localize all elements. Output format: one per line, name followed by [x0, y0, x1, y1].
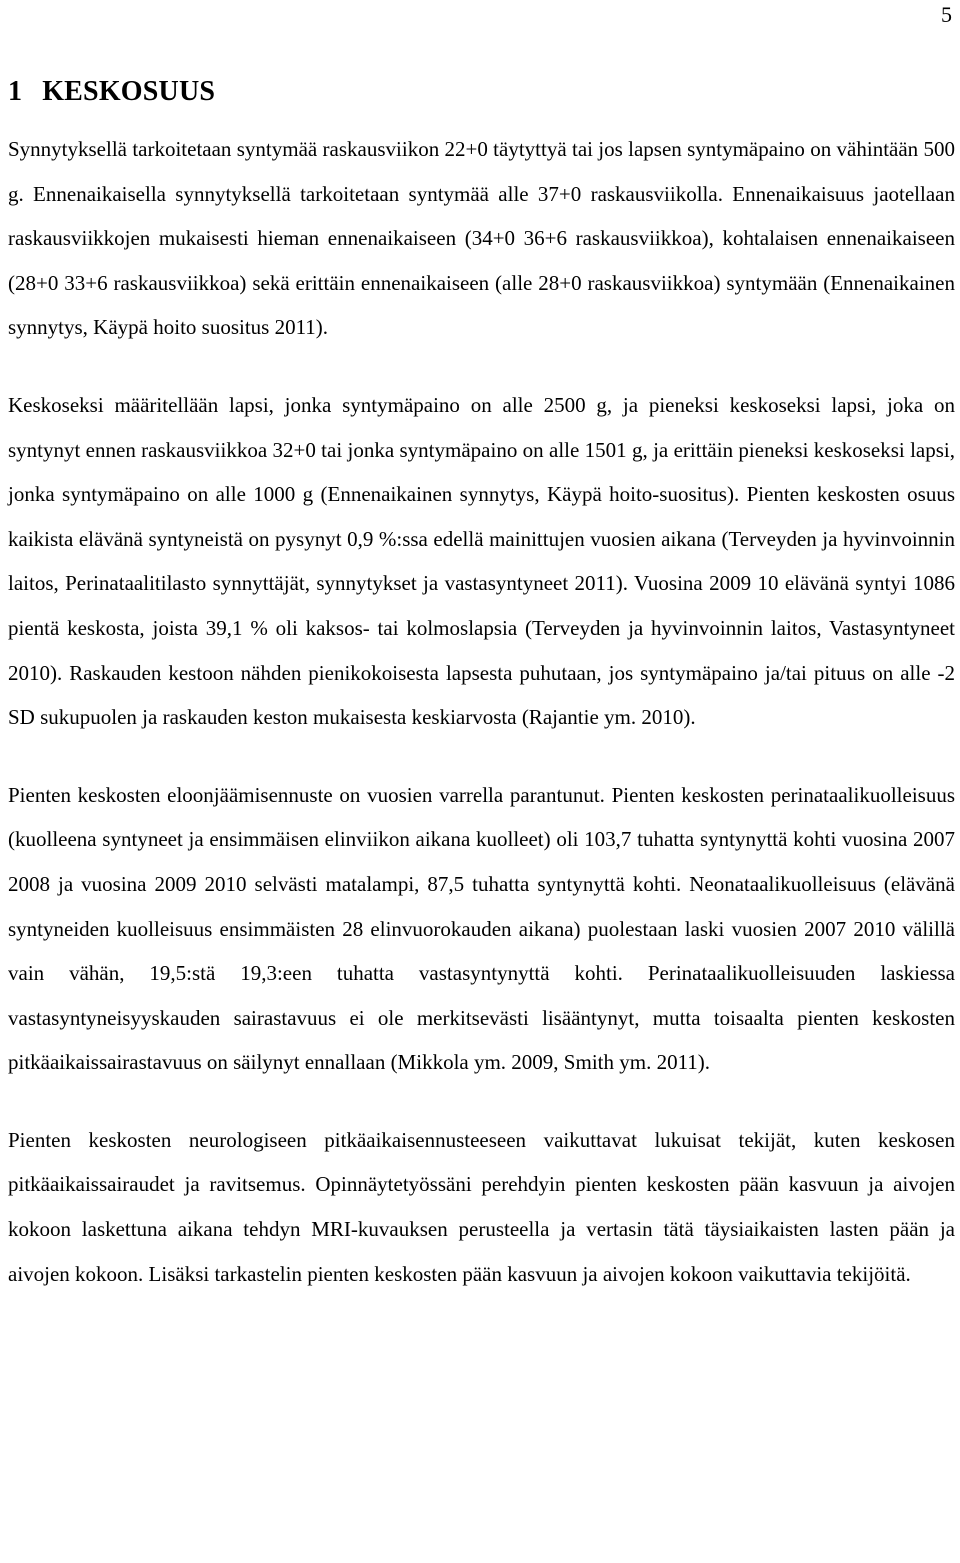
page-number: 5 — [941, 2, 952, 27]
document-body — [8, 74, 955, 1329]
paragraph-survival-prognosis: Pienten keskosten eloonjäämisennuste on vuosien varrella parantunut. Pienten keskosten perinataalikuolleisuus (kuolleena syntyneet ja ensimmäisen elinviikon aikana kuolleet) oli 103,7 tuhatta syntynyttä kohti vuosina 2007 2008 ja vuosina 2009 2010 selvästi matalampi, 87,5 tuhatta syntynyttä kohti. Neonataalikuolleisuus (elävänä syntyneiden kuolleisuus ensimmäisten 28 elinvuorokauden aikana) puolestaan laski vuosien 2007 2010 välillä vain vähän, 19,5:stä 19,3:een tuhatta vastasyntynyttä kohti. Perinataalikuolleisuuden laskiessa vastasyntyneisyyskauden sairastavuus ei ole merkitsevästi lisääntynyt, mutta toisaalta pienten keskosten pitkäaikaissairastavuus on säilynyt ennallaan (Mikkola ym. 2009, Smith ym. 2011). — [8, 782, 955, 1075]
paragraph-neurological-prognosis: Pienten keskosten neurologiseen pitkäaikaisennusteeseen vaikuttavat lukuisat tekijät, kuten keskosen pitkäaikaissairaudet ja ravitsemus. Opinnäytetyössäni perehdyin pienten keskosten pään kasvuun ja aivojen kokoon laskettuna aikana tehdyn MRI-kuvauksen perusteella ja vertasin tätä täysiaikaisten lasten pään ja aivojen kokoon. Lisäksi tarkastelin pienten keskosten pään kasvuun ja aivojen kokoon vaikuttavia tekijöitä. — [8, 1127, 955, 1286]
section-title: KESKOSUUS — [42, 76, 216, 107]
section-heading — [8, 74, 955, 109]
section-number: 1 — [8, 76, 23, 107]
paragraph-birth-definitions: Synnytyksellä tarkoitetaan syntymää raskausviikon 22+0 täytyttyä tai jos lapsen syntymäpaino on vähintään 500 g. Ennenaikaisella synnytyksellä tarkoitetaan syntymää alle 37+0 raskausviikolla. Ennenaikaisuus jaotellaan raskausviikkojen mukaisesti hieman ennenaikaiseen (34+0 36+6 raskausviikkoa), kohtalaisen ennenaikaiseen (28+0 33+6 raskausviikkoa) sekä erittäin ennenaikaiseen (alle 28+0 raskausviikkoa) syntymään (Ennenaikainen synnytys, Käypä hoito suositus 2011). — [8, 137, 955, 340]
paragraph-preterm-definitions: Keskoseksi määritellään lapsi, jonka syntymäpaino on alle 2500 g, ja pieneksi keskoseksi lapsi, joka on syntynyt ennen raskausviikkoa 32+0 tai jonka syntymäpaino on alle 1501 g, ja erittäin pieneksi keskoseksi lapsi, jonka syntymäpaino on alle 1000 g (Ennenaikainen synnytys, Käypä hoito-suositus). Pienten keskosten osuus kaikista elävänä syntyneistä on pysynyt 0,9 %:ssa edellä mainittujen vuosien aikana (Terveyden ja hyvinvoinnin laitos, Perinataalitilasto synnyttäjät, synnytykset ja vastasyntyneet 2011). Vuosina 2009 10 elävänä syntyi 1086 pientä keskosta, joista 39,1 % oli kaksos- tai kolmoslapsia (Terveyden ja hyvinvoinnin laitos, Vastasyntyneet 2010). Raskauden kestoon nähden pienikokoisesta lapsesta puhutaan, jos syntymäpaino ja/tai pituus on alle -2 SD sukupuolen ja raskauden keston mukaisesta keskiarvosta (Rajantie ym. 2010). — [8, 392, 955, 730]
